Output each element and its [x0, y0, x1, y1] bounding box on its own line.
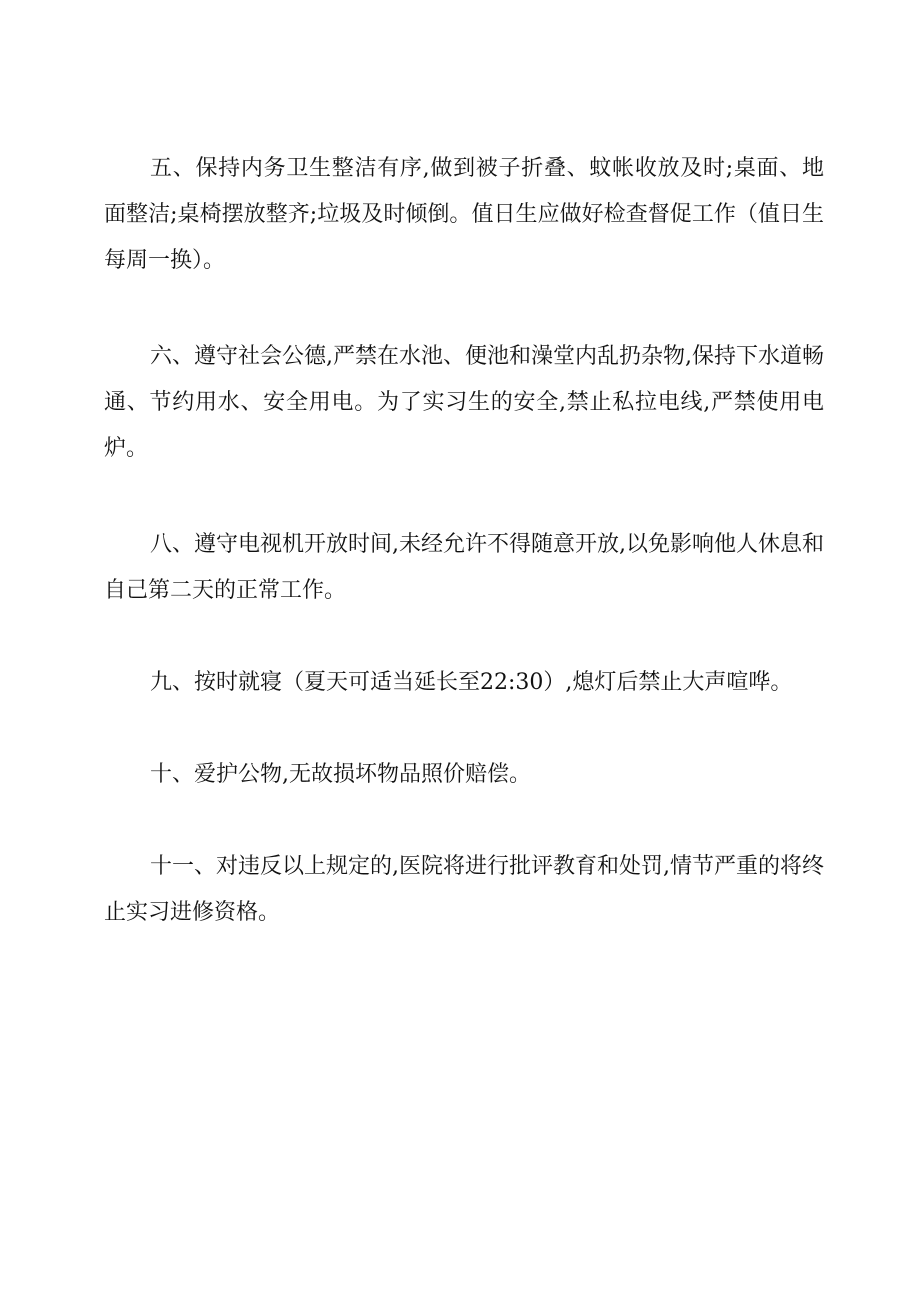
document-body [104, 146, 824, 936]
rule-paragraph-9: 九、按时就寝（夏天可适当延长至22:30）,熄灯后禁止大声喧哗。 [150, 670, 793, 695]
paragraph-spacer [104, 284, 824, 334]
paragraph-spacer [104, 472, 824, 522]
rule-paragraph-11: 十一、对违反以上规定的,医院将进行批评教育和处罚,情节严重的将终止实习进修资格。 [104, 854, 824, 925]
rule-paragraph-8: 八、遵守电视机开放时间,未经允许不得随意开放,以免影响他人休息和自己第二天的正常工作。 [104, 532, 824, 603]
paragraph-spacer [104, 706, 824, 752]
rule-paragraph-6: 六、遵守社会公德,严禁在水池、便池和澡堂内乱扔杂物,保持下水道畅通、节约用水、安全用电。为了实习生的安全,禁止私拉电线,严禁使用电炉。 [104, 344, 824, 461]
paragraph-spacer [104, 614, 824, 660]
rule-paragraph-10: 十、爱护公物,无故损坏物品照价赔偿。 [150, 762, 531, 787]
rule-paragraph-5: 五、保持内务卫生整洁有序,做到被子折叠、蚊帐收放及时;桌面、地面整洁;桌椅摆放整齐;垃圾及时倾倒。值日生应做好检查督促工作（值日生每周一换）。 [104, 156, 824, 273]
paragraph-spacer [104, 798, 824, 844]
